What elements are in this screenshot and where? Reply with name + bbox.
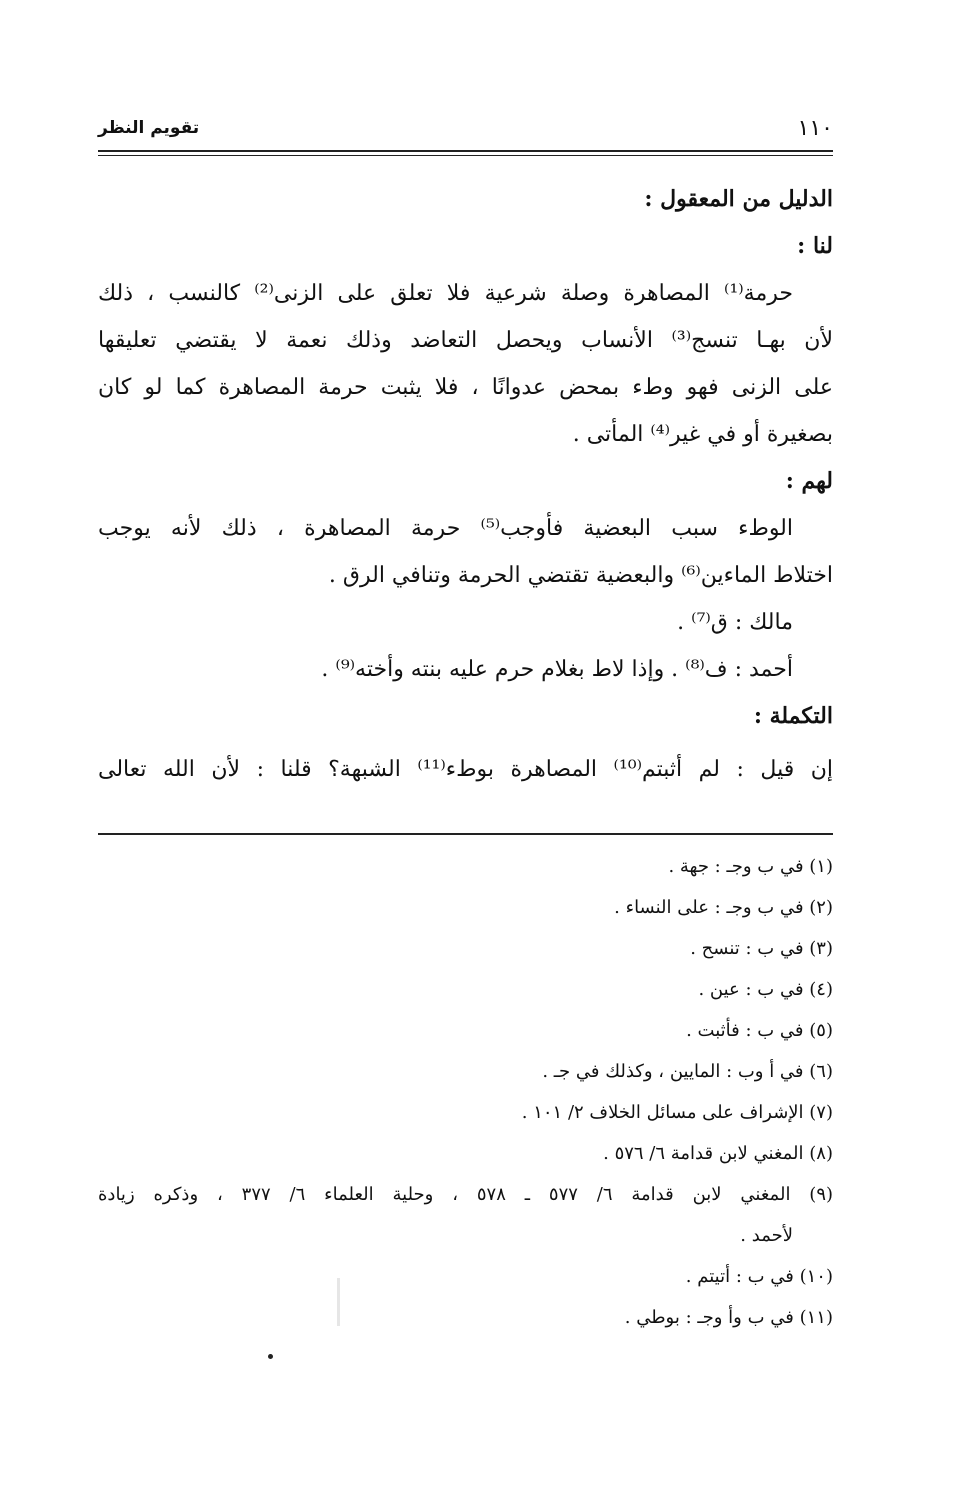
footnote-continuation: لأحمد . (740, 1225, 793, 1246)
scan-dot (268, 1354, 273, 1359)
page-number: ١١٠ (797, 116, 833, 141)
running-header (98, 112, 833, 148)
footnote: (٩) المغني لابن قدامة ٦/ ٥٧٧ ـ ٥٧٨ ، وحلية العلماء ٦/ ٣٧٧ ، وذكره زيادة (98, 1184, 833, 1205)
footnote: (٦) في أ وب : المايين ، وكذلك في جـ . (542, 1061, 833, 1082)
footnote: (٣) في ب : تنسح . (690, 938, 833, 959)
text-line-ahmad: أحمد : ف⁽⁸⁾ . وإذا لاط بغلام حرم عليه بنته وأخته⁽⁹⁾ . (321, 657, 793, 682)
subheading-theirs: لهم : (785, 468, 833, 494)
text-line: اختلاط الماءين⁽⁶⁾ والبعضية تقتضي الحرمة وتنافي الرق . (328, 563, 833, 588)
text-line: إن قيل : لم أثبتم⁽¹⁰⁾ المصاهرة بوطء⁽¹¹⁾ الشبهة؟ قلنا : لأن الله تعالى (98, 757, 833, 782)
book-title: تقويم النظر (98, 118, 200, 138)
text-line: الوطء سبب البعضية فأوجب⁽⁵⁾ حرمة المصاهرة ، ذلك لأنه يوجب (98, 516, 794, 541)
subheading-ours: لنا : (797, 233, 833, 259)
footnote: (٨) المغني لابن قدامة ٦/ ٥٧٦ . (603, 1143, 833, 1164)
header-rule-thin (98, 155, 833, 156)
text-line: بصغيرة أو في غير⁽⁴⁾ المأتى . (572, 422, 833, 447)
header-rule-thick (98, 150, 833, 152)
footnote: (١٠) في ب : أتيتم . (685, 1266, 833, 1287)
footnote: (٧) الإشراف على مسائل الخلاف ٢/ ١٠١ . (521, 1102, 833, 1123)
footnote-divider (98, 833, 833, 835)
text-line: حرمة⁽¹⁾ المصاهرة وصلة شرعية فلا تعلق على الزنى⁽²⁾ كالنسب ، ذلك (98, 281, 793, 306)
scan-smudge (337, 1278, 340, 1326)
subheading-supplement: التكملة : (753, 703, 833, 729)
footnotes (98, 846, 833, 1338)
footnote: (٥) في ب : فأثبت . (686, 1020, 833, 1041)
text-line-malik: مالك : ق⁽⁷⁾ . (677, 610, 793, 635)
text-line: على الزنى فهو وطء بمحض عدوانًا ، فلا يثبت حرمة المصاهرة كما لو كان (98, 375, 833, 400)
main-text (98, 176, 833, 793)
section-heading: الدليل من المعقول : (644, 186, 833, 212)
text-line: لأن بهـا تنسج⁽³⁾ الأنساب ويحصل التعاضد وذلك نعمة لا يقتضي تعليقها (98, 328, 833, 353)
footnote: (٢) في ب وجـ : على النساء . (614, 897, 833, 918)
footnote: (١) في ب وجـ : جهة . (668, 856, 833, 877)
footnote: (٤) في ب : عين . (698, 979, 833, 1000)
footnote: (١١) في ب وأ وجـ : بوطي . (624, 1307, 833, 1328)
